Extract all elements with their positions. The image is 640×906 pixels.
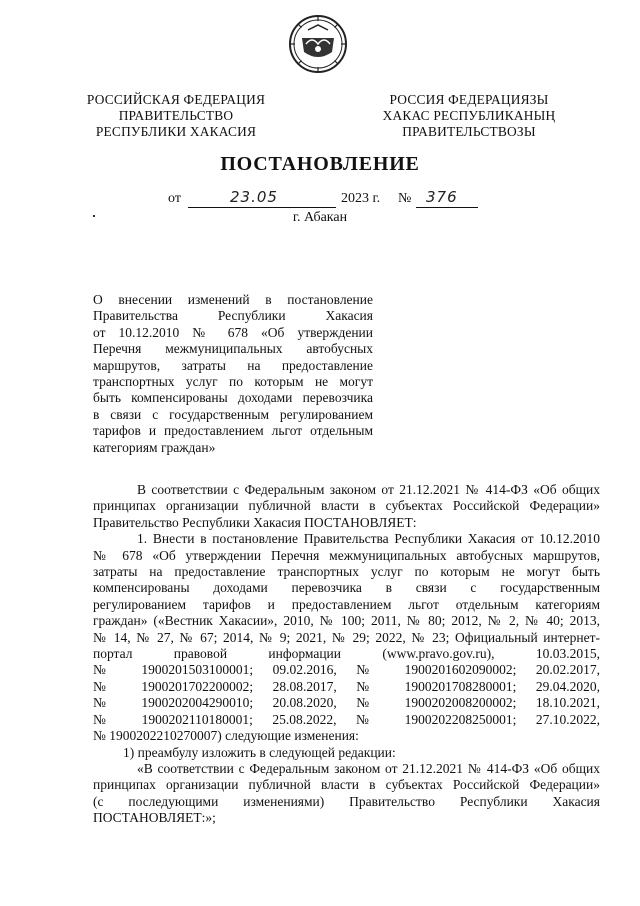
item1-line: № 1900201503100001; 09.02.2016, № 1900201602090002; 20.02.2017, <box>93 662 600 678</box>
quote-line: «В соответствии с Федеральным законом от 21.12.2021 № 414-ФЗ «Об общих <box>137 760 600 776</box>
item1-line: затраты на предоставление транспортных услуг по которым не могут быть <box>93 564 600 580</box>
subject-line: в связи с государственным регулированием <box>93 406 373 422</box>
subject-line: Перечня межмуниципальных автобусных <box>93 341 373 357</box>
item1-line: № 1900202004290010; 20.08.2020, № 1900202008200002; 18.10.2021, <box>93 695 600 711</box>
item1-line: компенсированы доходами перевозчика в связи с государственным <box>93 580 600 596</box>
city: г. Абакан <box>292 210 348 225</box>
intro-line: В соответствии с Федеральным законом от 21.12.2021 № 414-ФЗ «Об общих <box>137 482 600 497</box>
document-title: ПОСТАНОВЛЕНИЕ <box>220 153 420 175</box>
scan-dot <box>93 215 95 217</box>
header-right-line: РОССИЯ ФЕДЕРАЦИЯЗЫ <box>389 92 549 107</box>
subject-line: транспортных услуг по которым не могут <box>93 374 373 390</box>
item1-line: № 1900201702200002; 28.08.2017, № 1900201708280001; 29.04.2020, <box>93 678 600 694</box>
item1-line: регулированием тарифов и предоставлением льгот отдельным категориям <box>93 596 600 612</box>
item1-line: граждан» («Вестник Хакасии», 2010, № 100; 2011, № 80; 2012, № 2, № 40; 2013, <box>93 613 600 629</box>
header-left <box>66 92 286 140</box>
number-sign: № <box>398 191 412 206</box>
header-left-line: РЕСПУБЛИКИ ХАКАСИЯ <box>95 124 257 139</box>
header-right-line: ПРАВИТЕЛЬСТВОЗЫ <box>402 124 536 139</box>
item1-line: № 14, № 27, № 67; 2014, № 9; 2021, № 29; 2022, № 23; Официальный интернет- <box>93 629 600 645</box>
item1-line: 1. Внести в постановление Правительства Республики Хакасия от 10.12.2010 <box>137 531 600 547</box>
intro-line: Правительство Республики Хакасия ПОСТАНОВЛЯЕТ: <box>93 514 417 530</box>
date-handwritten: 23.05 <box>230 188 278 206</box>
quote-line: (с последующими изменениями) Правительство Республики Хакасия <box>93 793 600 809</box>
quote-line: принципах организации публичной власти в субъектах Российской Федерации» <box>93 777 600 793</box>
item1-line: № 1900202210270007) следующие изменения: <box>93 728 359 744</box>
subject-line: тарифов и предоставлением льгот отдельным <box>93 423 373 439</box>
subject-line: быть компенсированы доходами перевозчика <box>93 390 373 406</box>
header-left-line: РОССИЙСКАЯ ФЕДЕРАЦИЯ <box>86 92 266 107</box>
subject-line: О внесении изменений в постановление <box>93 292 373 307</box>
subject-line: Правительства Республики Хакасия <box>93 308 373 324</box>
item1-line: портал правовой информации (www.pravo.gov.ru), 10.03.2015, <box>93 646 600 662</box>
subitem-1: 1) преамбулу изложить в следующей редакции: <box>123 744 396 760</box>
quote-line: ПОСТАНОВЛЯЕТ:»; <box>93 810 216 826</box>
subject-line: категориям граждан» <box>93 439 216 455</box>
header-left-line: ПРАВИТЕЛЬСТВО <box>118 108 234 123</box>
subject-line: от 10.12.2010 № 678 «Об утверждении <box>93 324 373 340</box>
item1-line: № 678 «Об утверждении Перечня межмуниципальных автобусных маршрутов, <box>93 547 600 563</box>
year: 2023 г. <box>341 191 381 206</box>
intro-line: принципах организации публичной власти в субъектах Российской Федерации» <box>93 498 600 514</box>
subject-block <box>93 292 373 456</box>
body-text <box>93 482 600 827</box>
date-prefix: от <box>168 191 181 206</box>
republic-emblem-icon <box>288 14 348 74</box>
subject-line: маршрутов, затраты на предоставление <box>93 357 373 373</box>
number-handwritten: 376 <box>426 188 458 206</box>
item1-line: № 1900202110180001; 25.08.2022, № 1900202208250001; 27.10.2022, <box>93 711 600 727</box>
header-right <box>358 92 580 140</box>
header-right-line: ХАКАС РЕСПУБЛИКАНЫҢ <box>382 108 556 123</box>
number-underline <box>416 207 478 208</box>
date-underline <box>188 207 336 208</box>
